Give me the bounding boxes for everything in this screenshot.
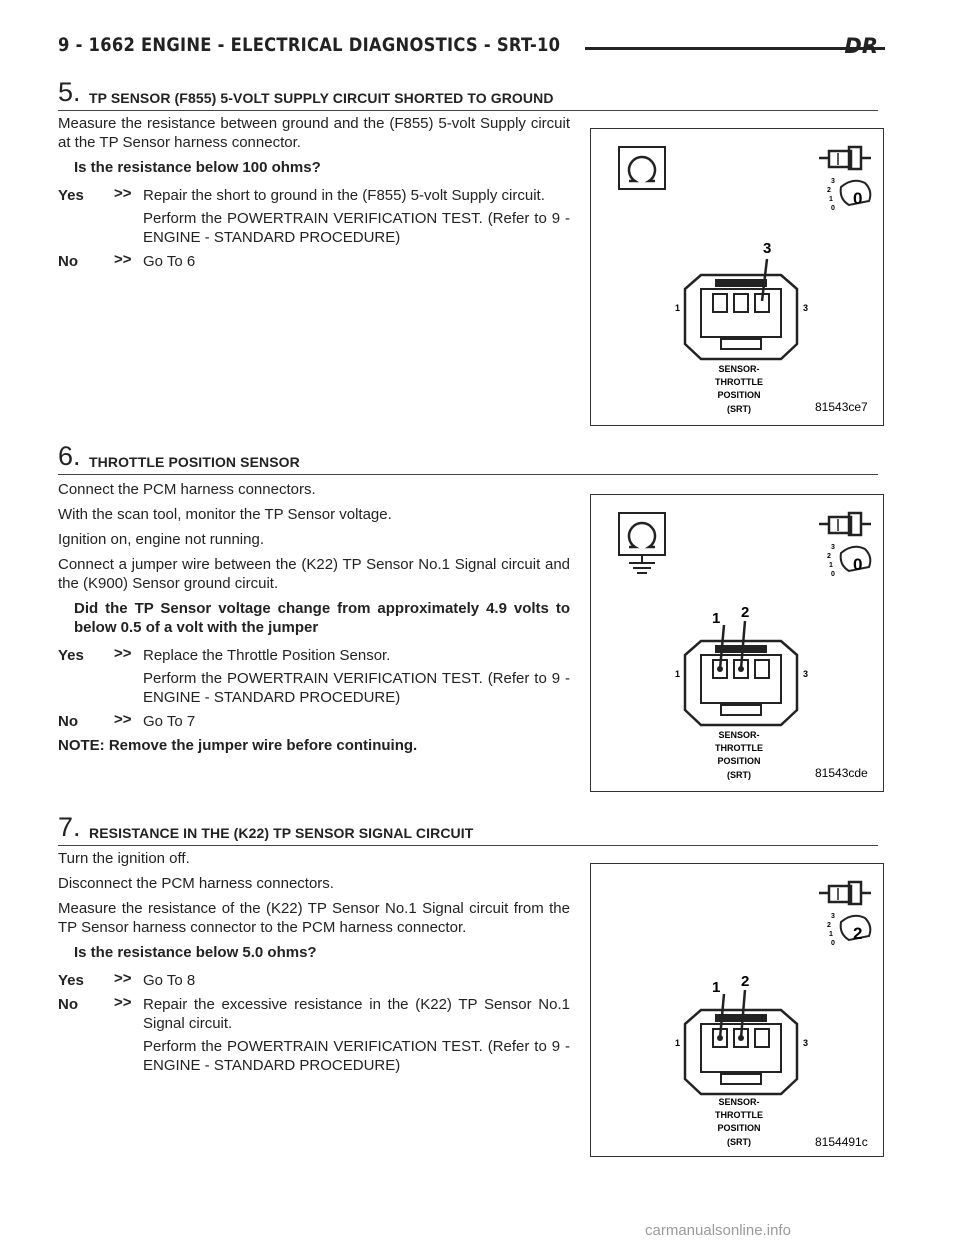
section-number: 7. <box>58 812 81 842</box>
svg-text:2: 2 <box>827 922 831 929</box>
tp-sensor-connector-diagram <box>675 973 808 1094</box>
svg-text:2: 2 <box>853 924 863 943</box>
section-text <box>58 849 570 1080</box>
arrow: >> <box>114 251 132 268</box>
figure-ohmmeter-connector <box>590 128 884 426</box>
paragraph: Connect a jumper wire between the (K22) TP Sensor No.1 Signal circuit and the (K900) Sensor ground circuit. <box>58 556 570 592</box>
question: Did the TP Sensor voltage change from approximately 4.9 volts to below 0.5 of a volt with the jumper <box>74 600 570 636</box>
svg-text:3: 3 <box>803 303 809 313</box>
svg-text:1: 1 <box>675 669 681 679</box>
svg-text:1: 1 <box>712 979 721 996</box>
svg-text:0: 0 <box>853 189 863 208</box>
svg-text:3: 3 <box>831 544 835 551</box>
answer-line: Repair the short to ground in the (F855) 5-volt Supply circuit. <box>143 187 545 204</box>
yes-label: Yes <box>58 972 84 989</box>
svg-text:SENSOR-: SENSOR- <box>718 1097 760 1107</box>
arrow: >> <box>114 994 132 1011</box>
svg-text:(SRT): (SRT) <box>727 1137 751 1147</box>
svg-text:0: 0 <box>853 555 863 574</box>
svg-text:3: 3 <box>803 1038 809 1048</box>
section-title: TP SENSOR (F855) 5-VOLT SUPPLY CIRCUIT SHORTED TO GROUND <box>89 90 554 106</box>
no-label: No <box>58 996 78 1013</box>
figure-ohmmeter-connector <box>590 863 884 1157</box>
figure-caption <box>715 730 763 780</box>
svg-text:3: 3 <box>831 178 835 185</box>
answer-line: Replace the Throttle Position Sensor. <box>143 647 391 664</box>
svg-text:POSITION: POSITION <box>717 390 761 400</box>
ohm-meter-icon <box>619 147 665 189</box>
answer-yes <box>58 646 570 707</box>
ignition-dial-icon <box>827 178 870 212</box>
answer-line: Go To 7 <box>143 713 196 730</box>
yes-label: Yes <box>58 187 84 204</box>
svg-text:THROTTLE: THROTTLE <box>715 377 763 387</box>
section-title: RESISTANCE IN THE (K22) TP SENSOR SIGNAL CIRCUIT <box>89 825 474 841</box>
section-text <box>58 114 570 276</box>
figure-code: 8154491c <box>815 1135 868 1149</box>
arrow: >> <box>114 711 132 728</box>
answer-yes <box>58 186 570 247</box>
ignition-dial-icon <box>827 544 870 578</box>
paragraph: Ignition on, engine not running. <box>58 531 264 548</box>
svg-text:1: 1 <box>829 562 833 569</box>
figure-code: 81543cde <box>815 766 868 780</box>
svg-text:THROTTLE: THROTTLE <box>715 743 763 753</box>
figure-caption <box>715 364 763 414</box>
svg-text:3: 3 <box>763 240 772 257</box>
ground-symbol-icon <box>619 513 665 573</box>
paragraph: Connect the PCM harness connectors. <box>58 481 316 498</box>
watermark: carmanualsonline.info <box>645 1222 791 1239</box>
paragraph: Measure the resistance of the (K22) TP Sensor No.1 Signal circuit from the TP Sensor harness connector to the PCM harness connector. <box>58 900 570 936</box>
figure-ohmmeter-connector <box>590 494 884 792</box>
svg-text:(SRT): (SRT) <box>727 404 751 414</box>
section-number: 5. <box>58 77 81 107</box>
arrow: >> <box>114 970 132 987</box>
question: Is the resistance below 5.0 ohms? <box>74 944 317 961</box>
question: Is the resistance below 100 ohms? <box>74 159 321 176</box>
tp-sensor-connector-diagram <box>675 604 808 725</box>
answer-line: Repair the excessive resistance in the (K22) TP Sensor No.1 Signal circuit. <box>143 996 570 1032</box>
paragraph: Turn the ignition off. <box>58 850 190 867</box>
ignition-key-icon <box>819 513 871 535</box>
answer-line: Go To 8 <box>143 972 196 989</box>
svg-text:0: 0 <box>831 205 835 212</box>
svg-text:0: 0 <box>831 940 835 947</box>
section-heading <box>58 441 878 475</box>
svg-text:POSITION: POSITION <box>717 756 761 766</box>
tp-sensor-connector-diagram <box>675 240 808 359</box>
arrow: >> <box>114 185 132 202</box>
answer-no <box>58 712 570 731</box>
note: NOTE: Remove the jumper wire before continuing. <box>58 737 418 754</box>
svg-text:1: 1 <box>675 303 681 313</box>
header-tag: DR <box>844 34 878 58</box>
answer-line: Perform the POWERTRAIN VERIFICATION TEST. (Refer to 9 - ENGINE - STANDARD PROCEDURE) <box>143 210 570 246</box>
answer-line: Perform the POWERTRAIN VERIFICATION TEST. (Refer to 9 - ENGINE - STANDARD PROCEDURE) <box>143 670 570 706</box>
ignition-key-icon <box>819 147 871 169</box>
no-label: No <box>58 253 78 270</box>
no-label: No <box>58 713 78 730</box>
svg-text:0: 0 <box>831 571 835 578</box>
svg-text:SENSOR-: SENSOR- <box>718 364 760 374</box>
ignition-key-icon <box>819 882 871 904</box>
svg-text:2: 2 <box>827 553 831 560</box>
section-heading <box>58 77 878 111</box>
section-number: 6. <box>58 441 81 471</box>
svg-text:SENSOR-: SENSOR- <box>718 730 760 740</box>
answer-no <box>58 252 570 271</box>
svg-text:(SRT): (SRT) <box>727 770 751 780</box>
paragraph: Measure the resistance between ground and the (F855) 5-volt Supply circuit at the TP Sensor harness connector. <box>58 115 570 151</box>
section-6 <box>58 441 878 780</box>
ignition-dial-icon <box>827 913 870 947</box>
svg-text:POSITION: POSITION <box>717 1123 761 1133</box>
svg-text:1: 1 <box>712 610 721 627</box>
section-7 <box>58 812 878 1149</box>
header-title: 9 - 1662 ENGINE - ELECTRICAL DIAGNOSTICS - SRT-10 <box>58 34 561 56</box>
paragraph: With the scan tool, monitor the TP Sensor voltage. <box>58 506 392 523</box>
svg-text:3: 3 <box>831 913 835 920</box>
answer-line: Perform the POWERTRAIN VERIFICATION TEST. (Refer to 9 - ENGINE - STANDARD PROCEDURE) <box>143 1038 570 1074</box>
paragraph: Disconnect the PCM harness connectors. <box>58 875 334 892</box>
section-title: THROTTLE POSITION SENSOR <box>89 454 300 470</box>
svg-text:3: 3 <box>803 669 809 679</box>
yes-label: Yes <box>58 647 84 664</box>
answer-line: Go To 6 <box>143 253 196 270</box>
page-header <box>58 34 878 64</box>
svg-text:2: 2 <box>741 973 750 990</box>
figure-code: 81543ce7 <box>815 400 868 414</box>
header-rule <box>585 47 885 50</box>
figure-caption <box>715 1097 763 1147</box>
svg-text:1: 1 <box>829 196 833 203</box>
svg-text:2: 2 <box>827 187 831 194</box>
svg-text:2: 2 <box>741 604 750 621</box>
svg-text:1: 1 <box>829 931 833 938</box>
section-heading <box>58 812 878 846</box>
section-5 <box>58 77 878 414</box>
svg-text:1: 1 <box>675 1038 681 1048</box>
svg-text:THROTTLE: THROTTLE <box>715 1110 763 1120</box>
answer-yes <box>58 971 570 990</box>
arrow: >> <box>114 645 132 662</box>
section-text <box>58 480 570 761</box>
answer-no <box>58 995 570 1075</box>
